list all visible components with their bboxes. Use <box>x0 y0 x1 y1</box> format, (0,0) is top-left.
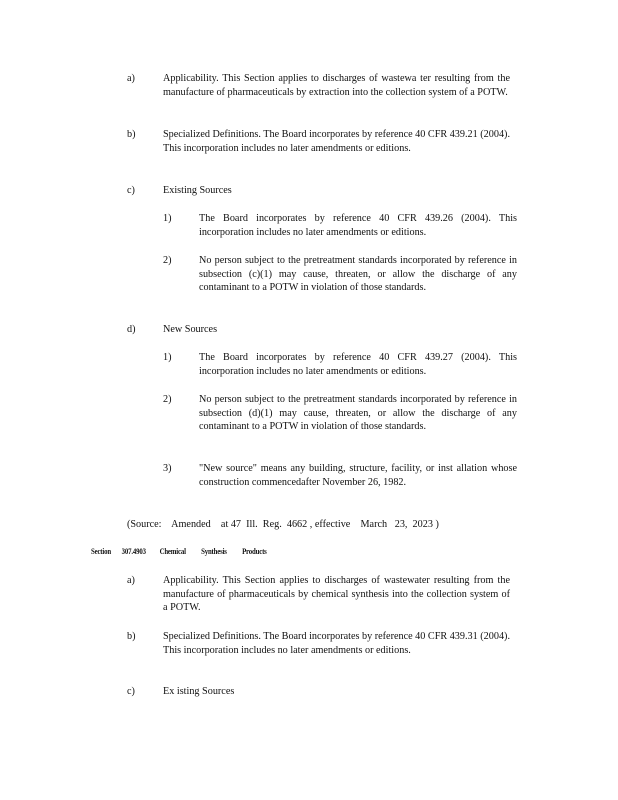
subitem-label-d1: 1) <box>163 352 172 363</box>
subitem-label-c2: 2) <box>163 255 172 266</box>
item-label-d: d) <box>127 324 136 335</box>
item-label-b: b) <box>127 129 136 140</box>
source-note: (Source: Amended at 47 Ill. Reg. 4662 , effective March 23, 2023 ) <box>127 519 439 530</box>
item-text-applicability: Applicability. This Section applies to discharges of wastewa ter resulting from the manufacture of pharmaceuticals by extraction into the collection system of a POTW. <box>163 73 510 98</box>
item-label-b-2: b) <box>127 631 136 642</box>
subitem-label-d2: 2) <box>163 394 172 405</box>
section-heading: Section 307.4903 Chemical Synthesis Products <box>91 547 267 556</box>
subitem-text-d1: The Board incorporates by reference 40 CFR 439.27 (2004). This incorporation includes no later amendments or editions. <box>199 352 517 377</box>
subitem-label-c1: 1) <box>163 213 172 224</box>
item-label-c-2: c) <box>127 686 135 697</box>
item-text-definitions: Specialized Definitions. The Board incorporates by reference 40 CFR 439.21 (2004). This incorporation includes no later amendments or editions. <box>163 129 510 154</box>
subitem-text-d2: No person subject to the pretreatment standards incorporated by reference in subsection (d)(1) may cause, threaten, or allow the discharge of any contaminant to a POTW in violation of those standards. <box>199 394 517 433</box>
item-text-existing-sources-2: Ex isting Sources <box>163 686 235 697</box>
item-label-a-2: a) <box>127 575 135 586</box>
item-text-applicability-2: Applicability. This Section applies to discharges of wastewater resulting from the manufacture of pharmaceuticals by chemical synthesis into the collection system of a POTW. <box>163 575 510 614</box>
item-text-existing-sources: Existing Sources <box>163 185 232 196</box>
subitem-text-d3: "New source" means any building, structure, facility, or inst allation whose construction commencedafter November 26, 1982. <box>199 463 517 488</box>
item-label-c: c) <box>127 185 135 196</box>
item-text-definitions-2: Specialized Definitions. The Board incorporates by reference 40 CFR 439.31 (2004). This incorporation includes no later amendments or editions. <box>163 631 510 656</box>
item-text-new-sources: New Sources <box>163 324 218 335</box>
subitem-label-d3: 3) <box>163 463 172 474</box>
subitem-text-c1: The Board incorporates by reference 40 CFR 439.26 (2004). This incorporation includes no later amendments or editions. <box>199 213 517 238</box>
subitem-text-c2: No person subject to the pretreatment standards incorporated by reference in subsection (c)(1) may cause, threaten, or allow the discharge of any contaminant to a POTW in violation of those standards. <box>199 255 517 294</box>
item-label-a: a) <box>127 73 135 84</box>
